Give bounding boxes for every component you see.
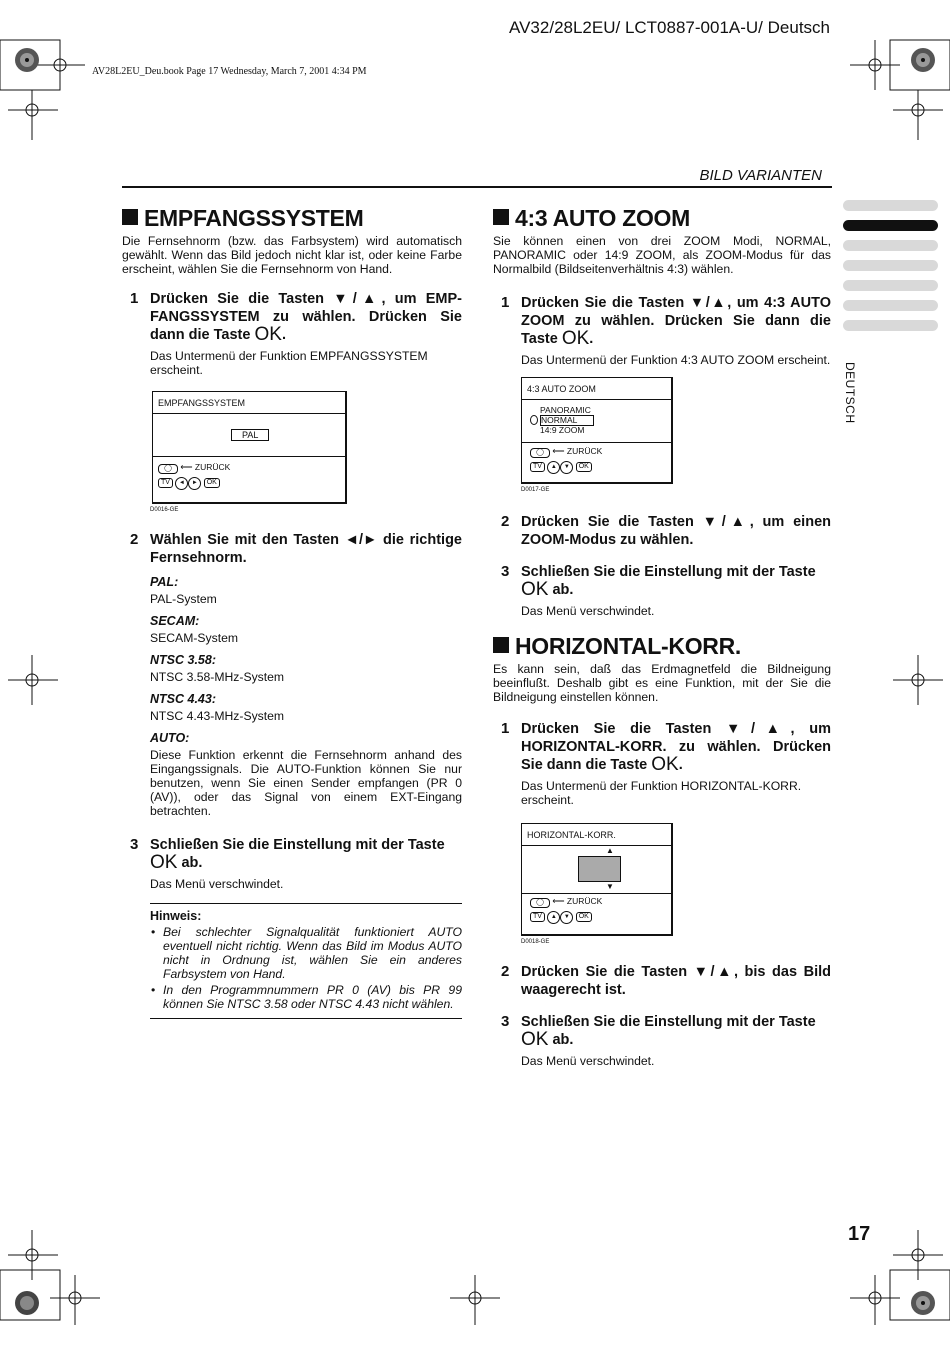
option-text: SECAM-System — [150, 631, 239, 645]
step-1 — [493, 294, 831, 493]
option-text: PAL-System — [150, 592, 217, 606]
option-text: NTSC 3.58-MHz-System — [150, 670, 285, 684]
menu-nav-keys: ◯ ⟵ ZURÜCK TV ◄ ► OK — [158, 462, 230, 490]
step-title: Wählen Sie mit den Tasten ◄/► die richtige Fernsehnorm. — [150, 532, 462, 566]
power-icon: ◯ — [530, 448, 550, 458]
up-arrow-icon: ▲ — [547, 461, 560, 474]
step-3 — [122, 836, 462, 1019]
step-title: Schließen Sie die Einstellung mit der Taste OK ab. — [521, 564, 816, 600]
step-description: Das Untermenü der Funktion HORIZONTAL-KORR. erscheint. — [521, 779, 802, 807]
step-title: Schließen Sie die Einstellung mit der Taste OK ab. — [150, 837, 445, 873]
menu-nav-keys: ◯ ⟵ ZURÜCK TV ▲ ▼ OK — [530, 446, 602, 474]
step-2 — [493, 963, 831, 999]
step-number: 2 — [501, 963, 510, 980]
zoom-options: PANORAMIC NORMAL 14:9 ZOOM — [540, 406, 594, 435]
step-description: Das Untermenü der Funktion EMPFANGSSYSTEM erscheint. — [150, 349, 428, 377]
option-label: NTSC 3.58: — [150, 653, 216, 667]
tilt-up-icon: ▲ — [606, 846, 614, 855]
power-icon: ◯ — [158, 464, 178, 474]
step-number: 2 — [130, 531, 139, 548]
step-description: Das Menü verschwindet. — [150, 877, 284, 891]
side-tab — [843, 320, 938, 331]
note-item: • Bei schlechter Signalqualität funktioniert AUTO eventuell nicht richtig. Wenn das Bild im Modus AUTO nicht in Ordnung ist, wählen Sie ein anderes Farbsystem von Hand. — [151, 925, 462, 981]
step-1 — [122, 290, 462, 513]
step-description: Das Menü verschwindet. — [521, 604, 655, 618]
menu-screenshot-horizontal-korr — [521, 823, 673, 936]
down-arrow-icon: ▼ — [560, 461, 573, 474]
step-number: 2 — [501, 513, 510, 530]
menu-screenshot-auto-zoom — [521, 377, 673, 484]
step-number: 3 — [130, 836, 139, 853]
step-number: 1 — [501, 720, 510, 737]
side-tab — [843, 300, 938, 311]
step-3 — [493, 563, 831, 618]
section-title-empfangssystem: EMPFANGSSYSTEM — [122, 204, 462, 232]
note-title: Hinweis: — [150, 909, 202, 923]
section-intro: Sie können einen von drei ZOOM Modi, NORMAL, PANORAMIC oder 14:9 ZOOM, als ZOOM-Modus für das Normalbild (Bildseitenverhältnis 4:3) wählen. — [493, 234, 831, 276]
ok-key-glyph: OK — [521, 1029, 549, 1050]
up-arrow-icon: ▲ — [547, 911, 560, 924]
step-number: 1 — [130, 290, 139, 307]
option-label: AUTO: — [150, 731, 190, 745]
section-title-horizontal-korr: HORIZONTAL-KORR. — [493, 632, 831, 660]
step-title: Drücken Sie die Tasten ▼/▲, um 4:3 AUTO ZOOM zu wählen. Drücken Sie dann die Taste OK. — [521, 295, 831, 349]
language-label: DEUTSCH — [843, 362, 857, 424]
step-title: Schließen Sie die Einstellung mit der Taste OK ab. — [521, 1014, 816, 1050]
section-label: BILD VARIANTEN — [699, 167, 822, 184]
step-title: Drücken Sie die Tasten ▼/▲, um HORIZONTAL-KORR. zu wählen. Drücken Sie dann die Taste OK. — [521, 721, 831, 775]
step-1 — [493, 720, 831, 945]
selector-dial-icon — [530, 415, 538, 425]
menu-value-pal: PAL — [231, 429, 269, 441]
right-arrow-icon: ► — [188, 477, 201, 490]
side-tab — [843, 200, 938, 211]
section-title-auto-zoom: 4:3 AUTO ZOOM — [493, 204, 831, 232]
option-text: Diese Funktion erkennt die Fernsehnorm anhand des Eingangssignals. Die AUTO-Funktion können Sie nur benutzen, wenn Sie einen Sender empfangen (PR 0 (AV)), oder das Signal von einem EXT-Eingang betrachten. — [150, 748, 462, 818]
option-text: NTSC 4.43-MHz-System — [150, 709, 285, 723]
left-arrow-icon: ◄ — [175, 477, 188, 490]
section-intro: Es kann sein, daß das Erdmagnetfeld die Bildneigung beeinflußt. Deshalb gibt es eine Funktion, mit der Sie die Bildneigung einstellen können. — [493, 662, 831, 704]
option-label: PAL: — [150, 575, 179, 589]
note-box — [150, 903, 462, 1019]
ok-key-glyph: OK — [651, 754, 679, 775]
step-title: Drücken Sie die Tasten ▼/▲, um EMP-FANGSSYSTEM zu wählen. Drücken Sie dann die Taste OK. — [150, 291, 462, 345]
option-list — [150, 575, 462, 818]
right-column — [493, 204, 831, 1068]
side-tab-active — [843, 220, 938, 231]
section-intro: Die Fernsehnorm (bzw. das Farbsystem) wird automatisch gewählt. Wenn das Bild jedoch nicht klar ist, oder keine Farbe erscheint, wählen Sie die Fernsehnorm von Hand. — [122, 234, 462, 276]
option-label: NTSC 4.43: — [150, 692, 216, 706]
tilt-down-icon: ▼ — [606, 882, 614, 891]
step-number: 1 — [501, 294, 510, 311]
figure-code: D0016-GE — [150, 507, 179, 513]
step-title: Drücken Sie die Tasten ▼/▲, bis das Bild waagerecht ist. — [521, 964, 831, 998]
step-2 — [493, 513, 831, 549]
menu-title: 4:3 AUTO ZOOM — [522, 378, 671, 400]
book-info: AV28L2EU_Deu.book Page 17 Wednesday, March 7, 2001 4:34 PM — [92, 66, 367, 77]
step-description: Das Untermenü der Funktion 4:3 AUTO ZOOM erscheint. — [521, 353, 831, 367]
menu-title: EMPFANGSSYSTEM — [153, 392, 345, 414]
ok-key-glyph: OK — [254, 324, 282, 345]
step-number: 3 — [501, 1013, 510, 1030]
step-title: Drücken Sie die Tasten ▼/▲, um einen ZOOM-Modus zu wählen. — [521, 514, 831, 548]
power-icon: ◯ — [530, 898, 550, 908]
ok-key-glyph: OK — [521, 579, 549, 600]
menu-screenshot-empfangssystem — [152, 391, 347, 504]
figure-code: D0017-GE — [521, 487, 550, 493]
side-tab — [843, 280, 938, 291]
option-label: SECAM: — [150, 614, 200, 628]
note-item: • In den Programmnummern PR 0 (AV) bis PR 99 können Sie NTSC 3.58 oder NTSC 4.43 nicht wählen. — [151, 983, 462, 1011]
step-description: Das Menü verschwindet. — [521, 1054, 655, 1068]
ok-key-glyph: OK — [561, 328, 590, 349]
down-arrow-icon: ▼ — [560, 911, 573, 924]
step-number: 3 — [501, 563, 510, 580]
side-tab — [843, 240, 938, 251]
menu-nav-keys: ◯ ⟵ ZURÜCK TV ▲ ▼ OK — [530, 896, 602, 924]
tilt-preview — [578, 856, 621, 882]
selected-option: NORMAL — [540, 415, 594, 426]
step-2 — [122, 531, 462, 818]
left-column — [122, 204, 462, 1019]
figure-code: D0018-GE — [521, 939, 550, 945]
document-code: AV32/28L2EU/ LCT0887-001A-U/ Deutsch — [509, 18, 830, 37]
ok-key-glyph: OK — [150, 852, 178, 873]
menu-title: HORIZONTAL-KORR. — [522, 824, 671, 846]
page-number: 17 — [848, 1223, 871, 1245]
header-rule — [122, 186, 832, 188]
side-tab — [843, 260, 938, 271]
step-3 — [493, 1013, 831, 1068]
